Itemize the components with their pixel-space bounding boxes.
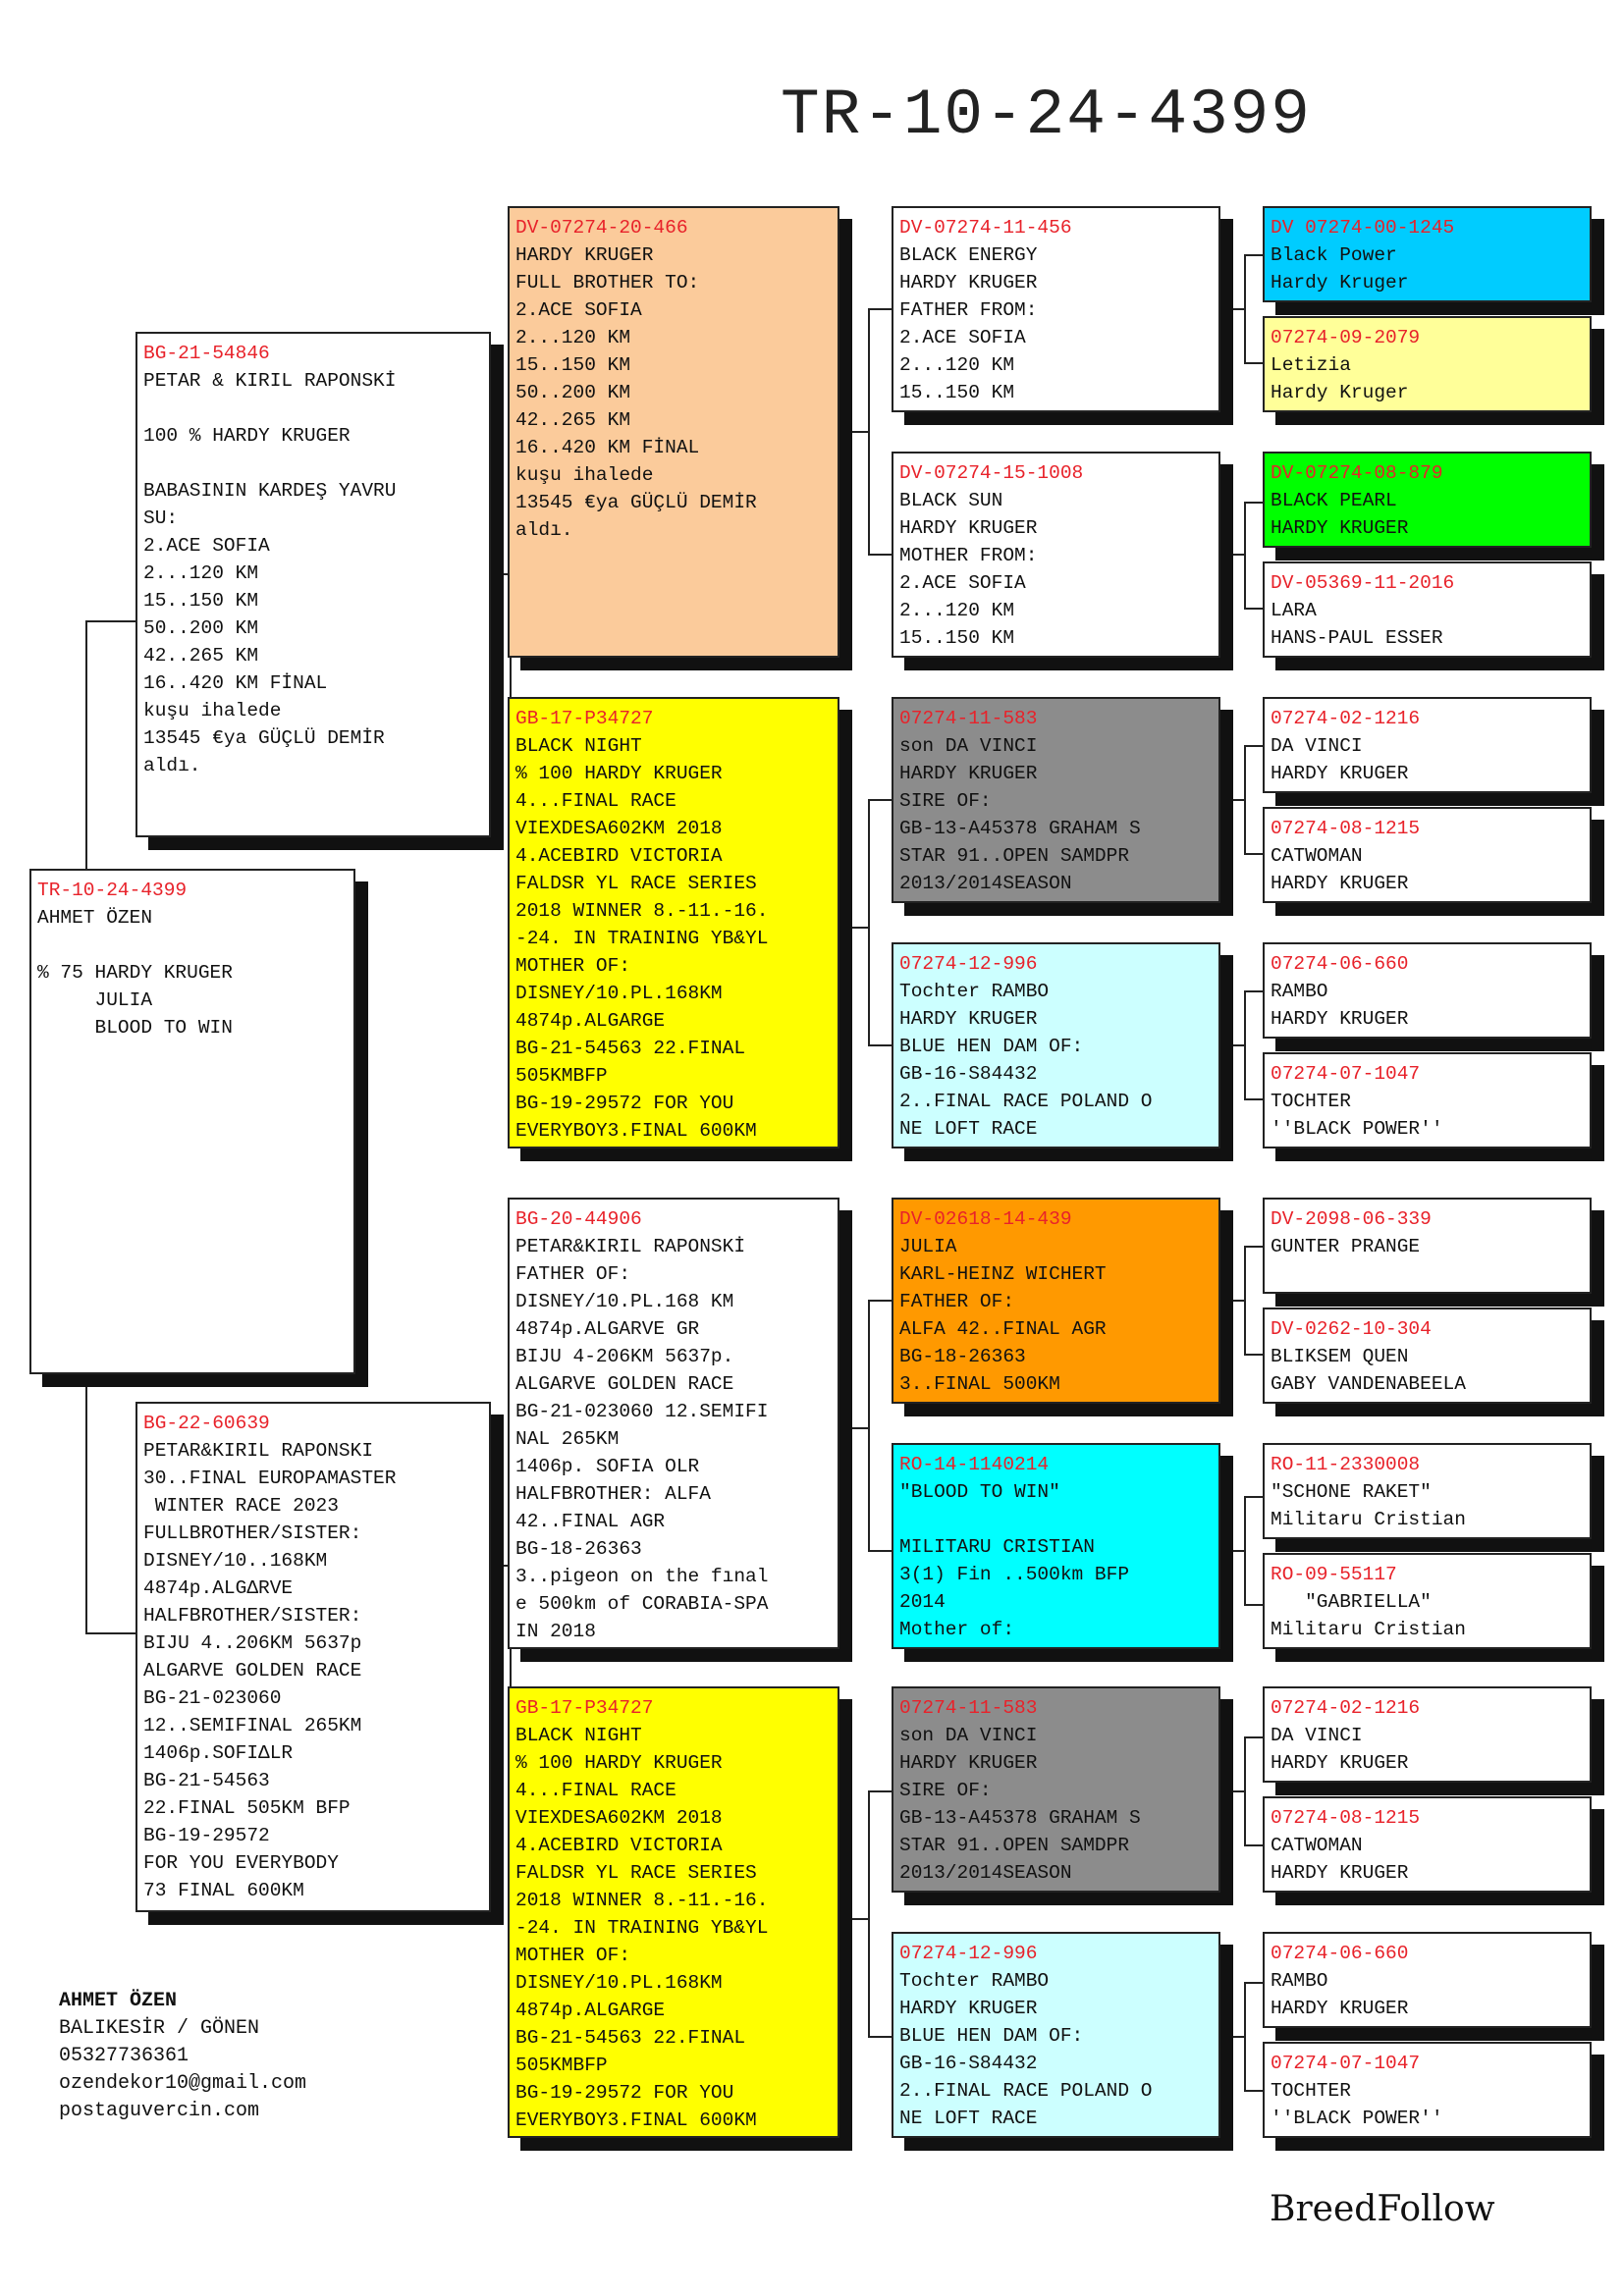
card-text-line: JULIA [899, 1236, 957, 1257]
gggp-card-7[interactable] [1263, 942, 1592, 1039]
card-text-line: 2.ACE SOFIA [899, 572, 1026, 594]
card-text-line: Hardy Kruger [1271, 272, 1409, 294]
ring-number: DV-02618-14-439 [899, 1208, 1072, 1230]
card-text-line: BG-18-26363 [899, 1346, 1026, 1367]
card-text-line: BLACK ENERGY [899, 244, 1038, 266]
ring-number: DV 07274-00-1245 [1271, 217, 1455, 239]
ggp-card-3[interactable] [892, 697, 1220, 903]
card-text-line: 4874p.ALGARVE GR [515, 1318, 700, 1340]
card-text-line: 2018 WINNER 8.-11.-16. [515, 1890, 769, 1911]
sire-dam-card[interactable] [508, 697, 839, 1148]
card-text-line: 4.ACEBIRD VICTORIA [515, 1835, 723, 1856]
card-text-line: FATHER OF: [515, 1263, 631, 1285]
card-text-line: 15..150 KM [143, 590, 259, 612]
card-text-line: 1406p.SOFIΔLR [143, 1742, 294, 1764]
breeder-phone[interactable]: 05327736361 [59, 2045, 189, 2067]
ring-number: GB-17-P34727 [515, 708, 654, 729]
card-text-line: HARDY KRUGER [1271, 517, 1409, 539]
ring-number: RO-11-2330008 [1271, 1454, 1421, 1475]
card-text-line: Letizia [1271, 354, 1351, 376]
card-text-line: Hardy Kruger [1271, 382, 1409, 403]
ring-number: DV-07274-15-1008 [899, 462, 1084, 484]
card-text-line: 3..FINAL 500KM [899, 1373, 1060, 1395]
card-text-line: HARDY KRUGER [1271, 1008, 1409, 1030]
card-text-line: % 100 HARDY KRUGER [515, 763, 723, 784]
sire-card[interactable] [135, 332, 491, 837]
card-text-line: 3(1) Fin ..500km BFP [899, 1564, 1130, 1585]
card-text-line: 4.ACEBIRD VICTORIA [515, 845, 723, 867]
gggp-card-10[interactable] [1263, 1308, 1592, 1404]
ggp-card-5[interactable] [892, 1198, 1220, 1404]
card-text-line: HARDY KRUGER [1271, 1998, 1409, 2019]
card-text-line: 2..FINAL RACE POLAND O [899, 2080, 1153, 2102]
card-text-line: 15..150 KM [515, 354, 631, 376]
card-text-line: HARDY KRUGER [1271, 763, 1409, 784]
ring-number: 07274-07-1047 [1271, 2053, 1421, 2074]
card-text-line: IN 2018 [515, 1621, 596, 1642]
card-text-line: 4874p.ALGΔRVE [143, 1577, 294, 1599]
card-text-line: kuşu ihalede [143, 700, 282, 721]
card-text-line: RAMBO [1271, 981, 1328, 1002]
ring-number: 07274-09-2079 [1271, 327, 1421, 348]
ggp-card-1[interactable] [892, 206, 1220, 412]
card-text-line: BLUE HEN DAM OF: [899, 1036, 1084, 1057]
ring-number: BG-21-54846 [143, 343, 270, 364]
card-text-line: PETAR & KIRIL RAPONSKİ [143, 370, 397, 392]
card-text-line: VIEXDESA602KM 2018 [515, 818, 723, 839]
card-text-line: BG-19-29572 FOR YOU [515, 2082, 734, 2104]
card-text-line: HARDY KRUGER [515, 244, 654, 266]
card-text-line: SIRE OF: [899, 790, 992, 812]
card-text-line: son DA VINCI [899, 1725, 1038, 1746]
card-text-line: 4874p.ALGARGE [515, 2000, 666, 2021]
card-text-line: BG-18-26363 [515, 1538, 642, 1560]
gggp-card-6[interactable] [1263, 807, 1592, 903]
card-text-line: HALFBROTHER: ALFA [515, 1483, 711, 1505]
card-text-line: NAL 265KM [515, 1428, 620, 1450]
card-text-line: HARDY KRUGER [899, 272, 1038, 294]
card-text-line: BLIKSEM QUEN [1271, 1346, 1409, 1367]
breeder-name: AHMET ÖZEN [59, 1990, 178, 2012]
card-text-line: CATWOMAN [1271, 1835, 1363, 1856]
breeder-website[interactable]: postaguvercin.com [59, 2100, 260, 2122]
card-text-line: 2014 [899, 1591, 946, 1613]
card-text-line: GB-13-A45378 GRAHAM S [899, 818, 1141, 839]
ring-number: RO-09-55117 [1271, 1564, 1397, 1585]
ggp-card-2[interactable] [892, 452, 1220, 658]
card-text-line: PETAR&KIRIL RAPONSKİ [515, 1236, 746, 1257]
ring-number: 07274-11-583 [899, 708, 1038, 729]
ring-number: GB-17-P34727 [515, 1697, 654, 1719]
card-text-line: Mother of: [899, 1619, 1015, 1640]
ring-number: 07274-11-583 [899, 1697, 1038, 1719]
card-text-line: HARDY KRUGER [1271, 1862, 1409, 1884]
card-text-line: BLACK SUN [899, 490, 1003, 511]
ggp-card-6[interactable] [892, 1443, 1220, 1649]
card-text-line: DISNEY/10..168KM [143, 1550, 328, 1572]
card-text-line [143, 450, 481, 477]
card-text-line: 3..pigeon on the fınal [515, 1566, 769, 1587]
ring-number: 07274-02-1216 [1271, 708, 1421, 729]
ggp-card-7[interactable] [892, 1686, 1220, 1893]
ring-number: 07274-08-1215 [1271, 1807, 1421, 1829]
ring-number: 07274-12-996 [899, 953, 1038, 975]
ring-number: 07274-02-1216 [1271, 1697, 1421, 1719]
gggp-card-4[interactable] [1263, 561, 1592, 658]
card-text-line [899, 1506, 1211, 1533]
card-text-line: BG-21-023060 12.SEMIFI [515, 1401, 769, 1422]
brand-logo: BreedFollow [1270, 2189, 1495, 2229]
ring-number: 07274-08-1215 [1271, 818, 1421, 839]
sire-sire-card[interactable] [508, 206, 839, 658]
card-text-line: KARL-HEINZ WICHERT [899, 1263, 1107, 1285]
gggp-card-9[interactable] [1263, 1198, 1592, 1294]
card-text-line: NE LOFT RACE [899, 2108, 1038, 2129]
card-text-line: aldı. [515, 519, 573, 541]
card-text-line: 505KMBFP [515, 1065, 608, 1087]
card-text-line: 2018 WINNER 8.-11.-16. [515, 900, 769, 922]
card-text-line: BLUE HEN DAM OF: [899, 2025, 1084, 2047]
card-text-line: BLACK NIGHT [515, 1725, 642, 1746]
card-text-line: GB-13-A45378 GRAHAM S [899, 1807, 1141, 1829]
gggp-card-1[interactable] [1263, 206, 1592, 302]
card-text-line: 16..420 KM FİNAL [515, 437, 700, 458]
card-text-line: 13545 €ya GÜÇLÜ DEMİR [515, 492, 757, 513]
gggp-card-15[interactable] [1263, 1932, 1592, 2028]
card-text-line: 2...120 KM [143, 562, 259, 584]
card-text-line: CATWOMAN [1271, 845, 1363, 867]
card-text-line: 15..150 KM [899, 382, 1015, 403]
gggp-card-3[interactable] [1263, 452, 1592, 548]
ring-number: RO-14-1140214 [899, 1454, 1050, 1475]
card-text-line: 50..200 KM [515, 382, 631, 403]
card-text-line: ALFA 42..FINAL AGR [899, 1318, 1107, 1340]
card-text-line: Militaru Cristian [1271, 1509, 1466, 1530]
card-text-line: BG-21-54563 22.FINAL [515, 2027, 746, 2049]
dam-sire-card[interactable] [508, 1198, 839, 1649]
card-text-line: FALDSR YL RACE SERIES [515, 873, 757, 894]
card-text-line: TOCHTER [1271, 2080, 1351, 2102]
card-text-line: GABY VANDENABEELA [1271, 1373, 1466, 1395]
ring-number: DV-05369-11-2016 [1271, 572, 1455, 594]
ggp-card-4[interactable] [892, 942, 1220, 1148]
ring-number: DV-07274-11-456 [899, 217, 1072, 239]
card-text-line: LARA [1271, 600, 1317, 621]
ring-number: BG-22-60639 [143, 1413, 270, 1434]
card-text-line: MOTHER OF: [515, 1945, 631, 1966]
card-text-line: ALGARVE GOLDEN RACE [143, 1660, 362, 1682]
card-text-line: DISNEY/10.PL.168KM [515, 1972, 723, 1994]
card-text-line: BLACK NIGHT [515, 735, 642, 757]
card-text-line: 73 FINAL 600KM [143, 1880, 304, 1901]
gggp-card-12[interactable] [1263, 1553, 1592, 1649]
card-text-line: BIJU 4-206KM 5637p. [515, 1346, 734, 1367]
card-text-line: MILITARU CRISTIAN [899, 1536, 1095, 1558]
card-text-line: BLACK PEARL [1271, 490, 1397, 511]
card-text-line: HARDY KRUGER [899, 763, 1038, 784]
ring-number: TR-10-24-4399 [37, 880, 188, 901]
card-text-line: DISNEY/10.PL.168 KM [515, 1291, 734, 1312]
card-text-line: HARDY KRUGER [899, 1752, 1038, 1774]
card-text-line: Black Power [1271, 244, 1397, 266]
card-text-line: GB-16-S84432 [899, 1063, 1038, 1085]
card-text-line: 15..150 KM [899, 627, 1015, 649]
card-text-line: DA VINCI [1271, 1725, 1363, 1746]
card-text-line: 4874p.ALGARGE [515, 1010, 666, 1032]
card-text-line: ''BLACK POWER'' [1271, 1118, 1443, 1140]
card-text-line: RAMBO [1271, 1970, 1328, 1992]
card-text-line: HALFBROTHER/SISTER: [143, 1605, 362, 1627]
card-text-line: aldı. [143, 755, 201, 776]
card-text-line: FATHER OF: [899, 1291, 1015, 1312]
card-text-line: SU: [143, 507, 179, 529]
card-text-line: 2.ACE SOFIA [515, 299, 642, 321]
card-text-line: EVERYBOY3.FINAL 600KM [515, 1120, 757, 1142]
card-text-line: Tochter RAMBO [899, 1970, 1050, 1992]
breeder-location: BALIKESİR / GÖNEN [59, 2017, 260, 2040]
card-text-line: MOTHER OF: [515, 955, 631, 977]
card-text-line: GB-16-S84432 [899, 2053, 1038, 2074]
card-text-line: FULL BROTHER TO: [515, 272, 700, 294]
gggp-card-16[interactable] [1263, 2042, 1592, 2138]
ring-number: 07274-12-996 [899, 1943, 1038, 1964]
card-text-line: HARDY KRUGER [1271, 1752, 1409, 1774]
card-text-line: 4...FINAL RACE [515, 1780, 676, 1801]
card-text-line: 505KMBFP [515, 2055, 608, 2076]
card-text-line: 4...FINAL RACE [515, 790, 676, 812]
card-text-line: STAR 91..OPEN SAMDPR [899, 1835, 1130, 1856]
card-text-line: 42..265 KM [515, 409, 631, 431]
card-text-line: Militaru Cristian [1271, 1619, 1466, 1640]
card-text-line: 22.FINAL 505KM BFP [143, 1797, 351, 1819]
card-text-line: BG-19-29572 [143, 1825, 270, 1846]
card-text-line: son DA VINCI [899, 735, 1038, 757]
ring-number: BG-20-44906 [515, 1208, 642, 1230]
card-text-line: STAR 91..OPEN SAMDPR [899, 845, 1130, 867]
card-text-line: HARDY KRUGER [899, 517, 1038, 539]
card-text-line: ''BLACK POWER'' [1271, 2108, 1443, 2129]
card-text-line: FOR YOU EVERYBODY [143, 1852, 339, 1874]
card-text-line: % 100 HARDY KRUGER [515, 1752, 723, 1774]
card-text-line [143, 395, 481, 422]
card-text-line: -24. IN TRAINING YB&YL [515, 928, 769, 949]
card-text-line: HARDY KRUGER [899, 1998, 1038, 2019]
ggp-card-8[interactable] [892, 1932, 1220, 2138]
card-text-line: 2.ACE SOFIA [899, 327, 1026, 348]
gggp-card-2[interactable] [1263, 316, 1592, 412]
card-text-line: VIEXDESA602KM 2018 [515, 1807, 723, 1829]
card-text-line: MOTHER FROM: [899, 545, 1038, 566]
card-text-line [37, 932, 346, 959]
card-text-line: TOCHTER [1271, 1091, 1351, 1112]
card-text-line: -24. IN TRAINING YB&YL [515, 1917, 769, 1939]
card-text-line: ALGARVE GOLDEN RACE [515, 1373, 734, 1395]
gggp-card-5[interactable] [1263, 697, 1592, 793]
card-text-line: 42..265 KM [143, 645, 259, 667]
card-text-line: 42..FINAL AGR [515, 1511, 666, 1532]
card-text-line: "BLOOD TO WIN" [899, 1481, 1060, 1503]
card-text-line: GUNTER PRANGE [1271, 1236, 1421, 1257]
card-text-line: AHMET ÖZEN [37, 907, 153, 929]
card-text-line: % 75 HARDY KRUGER [37, 962, 233, 984]
pedigree-title: TR-10-24-4399 [781, 79, 1312, 152]
dam-dam-card[interactable] [508, 1686, 839, 2138]
subject-card[interactable] [29, 869, 355, 1374]
ring-number: 07274-06-660 [1271, 1943, 1409, 1964]
card-text-line: 12..SEMIFINAL 265KM [143, 1715, 362, 1736]
card-text-line: 2..FINAL RACE POLAND O [899, 1091, 1153, 1112]
gggp-card-11[interactable] [1263, 1443, 1592, 1539]
card-text-line: HARDY KRUGER [1271, 873, 1409, 894]
ring-number: DV-0262-10-304 [1271, 1318, 1432, 1340]
card-text-line: SIRE OF: [899, 1780, 992, 1801]
card-text-line: 2...120 KM [899, 354, 1015, 376]
card-text-line: BG-21-023060 [143, 1687, 282, 1709]
card-text-line: EVERYBOY3.FINAL 600KM [515, 2109, 757, 2131]
card-text-line: 2.ACE SOFIA [143, 535, 270, 557]
card-text-line: BG-21-54563 [143, 1770, 270, 1791]
card-text-line: HANS-PAUL ESSER [1271, 627, 1443, 649]
gggp-card-14[interactable] [1263, 1796, 1592, 1893]
card-text-line: 30..FINAL EUROPAMASTER [143, 1468, 397, 1489]
card-text-line: NE LOFT RACE [899, 1118, 1038, 1140]
ring-number: DV-07274-08-879 [1271, 462, 1443, 484]
ring-number: DV-07274-20-466 [515, 217, 688, 239]
card-text-line: 1406p. SOFIA OLR [515, 1456, 700, 1477]
card-text-line: DA VINCI [1271, 735, 1363, 757]
card-text-line: JULIA [37, 989, 153, 1011]
ring-number: DV-2098-06-339 [1271, 1208, 1432, 1230]
card-text-line: FULLBROTHER/SISTER: [143, 1522, 362, 1544]
dam-card[interactable] [135, 1402, 491, 1912]
card-text-line: BLOOD TO WIN [37, 1017, 233, 1039]
card-text-line: 2013/2014SEASON [899, 873, 1072, 894]
gggp-card-8[interactable] [1263, 1052, 1592, 1148]
card-text-line: BIJU 4..206KM 5637p [143, 1632, 362, 1654]
ring-number: 07274-06-660 [1271, 953, 1409, 975]
card-text-line: BABASININ KARDEŞ YAVRU [143, 480, 397, 502]
card-text-line: 50..200 KM [143, 617, 259, 639]
card-text-line: kuşu ihalede [515, 464, 654, 486]
card-text-line: FALDSR YL RACE SERIES [515, 1862, 757, 1884]
card-text-line: e 500km of CORABIA-SPA [515, 1593, 769, 1615]
card-text-line: DISNEY/10.PL.168KM [515, 983, 723, 1004]
card-text-line: 2...120 KM [515, 327, 631, 348]
card-text-line: 16..420 KM FİNAL [143, 672, 328, 694]
gggp-card-13[interactable] [1263, 1686, 1592, 1783]
card-text-line: 2...120 KM [899, 600, 1015, 621]
card-text-line: "SCHONE RAKET" [1271, 1481, 1432, 1503]
ring-number: 07274-07-1047 [1271, 1063, 1421, 1085]
card-text-line: 13545 €ya GÜÇLÜ DEMİR [143, 727, 385, 749]
card-text-line: Tochter RAMBO [899, 981, 1050, 1002]
card-text-line: WINTER RACE 2023 [143, 1495, 339, 1517]
card-text-line: 100 % HARDY KRUGER [143, 425, 351, 447]
card-text-line: HARDY KRUGER [899, 1008, 1038, 1030]
breeder-contact [59, 1988, 306, 2125]
card-text-line: "GABRIELLA" [1271, 1591, 1432, 1613]
card-text-line: BG-19-29572 FOR YOU [515, 1093, 734, 1114]
card-text-line: FATHER FROM: [899, 299, 1038, 321]
breeder-email[interactable]: ozendekor10@gmail.com [59, 2072, 307, 2095]
card-text-line: PETAR&KIRIL RAPONSKI [143, 1440, 374, 1462]
card-text-line: 2013/2014SEASON [899, 1862, 1072, 1884]
card-text-line: BG-21-54563 22.FINAL [515, 1038, 746, 1059]
